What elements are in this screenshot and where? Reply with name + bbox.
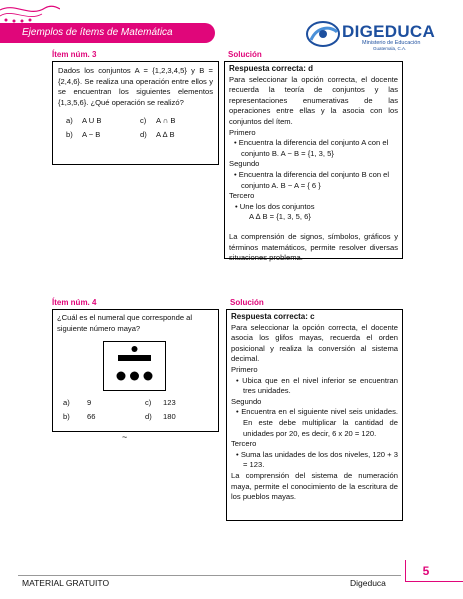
step-label: Tercero	[229, 191, 255, 201]
footer-right-text: Digeduca	[350, 578, 386, 588]
item-4-options	[63, 398, 176, 426]
step-bullet: • Suma las unidades de los dos niveles, 120 + 3 = 123.	[236, 449, 398, 470]
logo-subtitle-location: Guatemala, C.A.	[373, 46, 407, 51]
step-text: Encuentra en el siguiente nivel seis unidades. En este debe multiplicar la cantidad de unidades por 20, es decir, 6 x 20 = 120.	[241, 407, 398, 438]
step-bullet: • Encuentra la diferencia del conjunto A con el conjunto B. A − B = {1, 3, 5}	[234, 138, 389, 158]
digeduca-logo-icon	[305, 20, 341, 48]
footer-divider	[18, 575, 401, 576]
step-label: Segundo	[231, 396, 262, 406]
step-text: Ubica que en el nivel inferior se encuentran tres unidades.	[242, 375, 398, 396]
option-text: A U B	[82, 116, 102, 126]
option-text: A ∆ B	[156, 130, 175, 140]
option-letter: b)	[63, 412, 70, 421]
step-bullet: • Encuentra en el siguiente nivel seis unidades. En este debe multiplicar la cantidad de unidades por 20, es decir, 6 x 20 = 120.	[236, 407, 398, 438]
option-text: 123	[163, 398, 176, 407]
item-3-solution-box	[224, 61, 403, 263]
decorative-swirl-icon	[0, 0, 60, 24]
option-letter: d)	[140, 130, 147, 140]
step-bullet: • Une los dos conjuntos	[235, 201, 315, 211]
option-letter: c)	[145, 398, 152, 407]
step-label: Segundo	[229, 159, 260, 169]
option-letter: d)	[145, 412, 152, 421]
step-label: Tercero	[231, 439, 257, 449]
step-label: Primero	[229, 127, 256, 137]
item-3-question: Dados los conjuntos A = {1,2,3,4,5} y B = {2,4,6}. Se realiza una operación entre ellos y se encuentran los siguientes elementos {1,3,5,6}. ¿Qué operación se realizó?	[58, 66, 213, 107]
maya-glyph-icon	[104, 342, 165, 390]
option-text: A − B	[82, 130, 101, 140]
item-3-options	[66, 116, 175, 144]
step-result: A ∆ B = {1, 3, 5, 6}	[249, 212, 311, 222]
item-4-solution-label: Solución	[230, 298, 264, 307]
step-text: Encuentra la diferencia del conjunto B con el conjunto A. B − A = { 6 }	[238, 169, 390, 190]
header-title: Ejemplos de ítems de Matemática	[22, 27, 173, 38]
logo-name: DIGEDUCA	[342, 22, 436, 41]
option-letter: c)	[140, 116, 147, 126]
option-letter: a)	[66, 116, 73, 126]
option-text: 180	[163, 412, 176, 421]
step-text: Suma las unidades de los dos niveles, 120 + 3 = 123.	[240, 449, 398, 470]
item-3-solution-label: Solución	[228, 50, 262, 59]
step-bullet: • Ubica que en el nivel inferior se encuentran tres unidades.	[236, 375, 398, 396]
footer-left-text: MATERIAL GRATUITO	[22, 578, 110, 588]
item-3-intro: Para seleccionar la opción correcta, el docente recuerda la teoría de conjuntos y las representaciones enumerativas de las operaciones entre ellas y la asocia con los conjuntos del ítem.	[229, 74, 398, 126]
step-label: Primero	[231, 364, 258, 374]
option-letter: a)	[63, 398, 70, 407]
step-text: Une los dos conjuntos	[239, 201, 315, 211]
step-text: Encuentra la diferencia del conjunto A con el conjunto B. A − B = {1, 3, 5}	[238, 138, 389, 158]
step-bullet: • Encuentra la diferencia del conjunto B con el conjunto A. B − A = { 6 }	[234, 169, 390, 190]
item-3-question-box	[52, 61, 219, 165]
option-text: 9	[87, 398, 92, 407]
item-4-question-box	[52, 309, 219, 432]
logo-subtitle: Ministerio de Educación	[362, 40, 421, 46]
item-4-intro: Para seleccionar la opción correcta, el docente asocia los glifos mayas, recuerda el orden posicional y realiza la conversión al sistema decimal.	[231, 322, 398, 364]
item-4-answer-title: Respuesta correcta: c	[231, 312, 315, 321]
option-text: 66	[87, 412, 96, 421]
item-4-label: Ítem núm. 4	[52, 298, 97, 307]
tilde-mark: ~	[122, 432, 128, 442]
page-number-underline	[405, 581, 463, 582]
maya-number-glyph	[103, 341, 166, 391]
option-letter: b)	[66, 130, 73, 140]
page-number: 5	[405, 560, 446, 582]
item-3-closing: La comprensión de signos, símbolos, gráficos y términos matemáticos, permite resolver diversas situaciones problema.	[229, 231, 398, 263]
item-3-answer-title: Respuesta correcta: d	[229, 64, 314, 73]
option-text: A ∩ B	[156, 116, 176, 126]
item-3-label: Ítem núm. 3	[52, 50, 97, 59]
item-4-question: ¿Cuál es el numeral que corresponde al siguiente número maya?	[57, 313, 193, 333]
item-4-closing: La comprensión del sistema de numeración maya, permite el conocimiento de la escritura de los pueblos mayas.	[231, 470, 398, 502]
item-4-solution-box	[226, 309, 403, 521]
